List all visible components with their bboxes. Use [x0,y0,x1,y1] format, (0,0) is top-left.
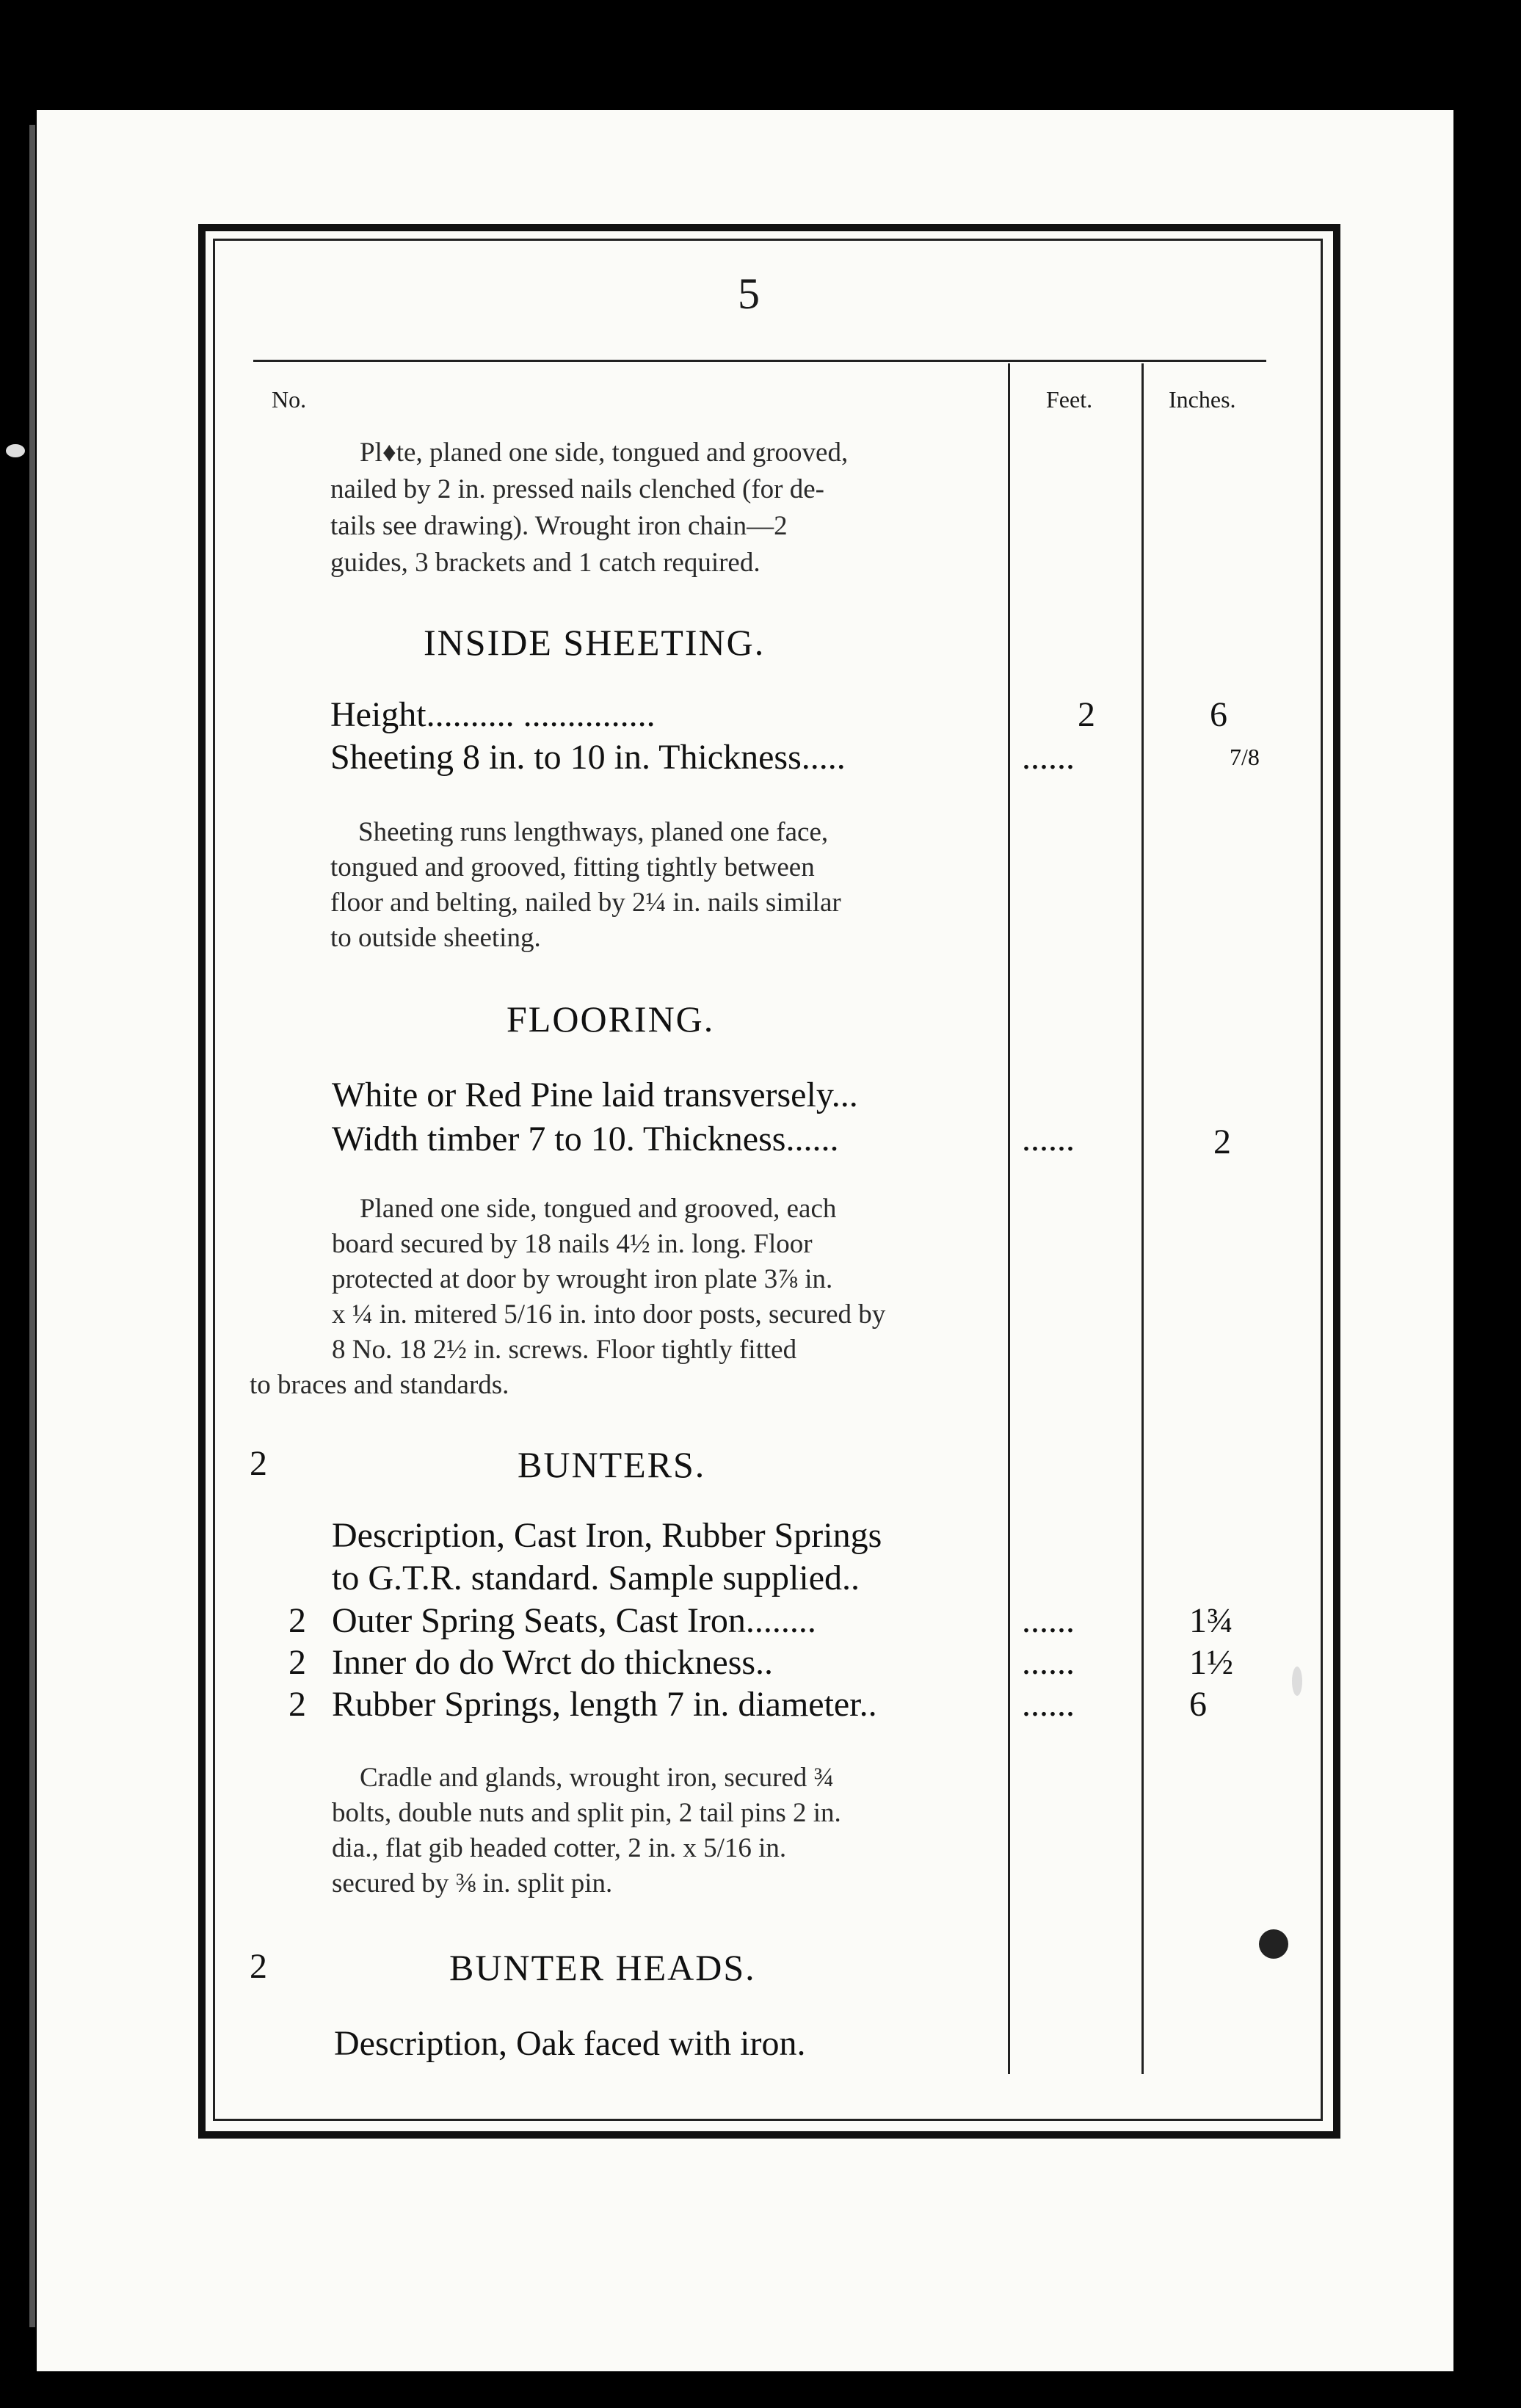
row-inches-rubber-springs: 6 [1189,1685,1207,1724]
header-rule [253,360,1266,362]
note-line: secured by ⅜ in. split pin. [332,1868,613,1899]
row-feet-rubber-springs: ...... [1022,1685,1075,1724]
feet-column-rule [1008,363,1010,2074]
row-inches-height: 6 [1210,695,1227,734]
section-heading-bunter-heads: BUNTER HEADS. [449,1947,756,1988]
row-inches-outer-seats: 1¾ [1189,1601,1233,1640]
note-line: to outside sheeting. [330,923,541,953]
note-line: Sheeting runs lengthways, planed one face, [358,817,829,847]
intro-line: nailed by 2 in. pressed nails clenched (for de- [330,474,824,504]
section-heading-inside-sheeting: INSIDE SHEETING. [424,622,766,663]
row-feet-outer-seats: ...... [1022,1601,1075,1640]
section-heading-flooring: FLOORING. [507,998,715,1040]
row-label-outer-seats: Outer Spring Seats, Cast Iron........ [332,1601,816,1640]
note-line: floor and belting, nailed by 2¼ in. nails similar [330,888,841,918]
note-line: 8 No. 18 2½ in. screws. Floor tightly fitted [332,1335,797,1365]
column-header-no: No. [272,386,307,413]
bunter-heads-quantity: 2 [250,1947,267,1986]
inches-column-rule [1141,363,1144,2074]
note-line: protected at door by wrought iron plate 3⅞ in. [332,1264,833,1294]
intro-line: Pl♦te, planed one side, tongued and grooved, [360,438,849,468]
row-label-width-timber: Width timber 7 to 10. Thickness...... [332,1120,839,1158]
row-label-white-pine: White or Red Pine laid transversely... [332,1076,858,1114]
row-label-inner-seats: Inner do do Wrct do thickness.. [332,1643,774,1682]
ink-speck [6,444,25,457]
note-line: dia., flat gib headed cotter, 2 in. x 5/16 in. [332,1833,787,1863]
row-quantity-rubber-springs: 2 [288,1685,306,1724]
note-line: Planed one side, tongued and grooved, each [360,1194,837,1224]
page-number: 5 [738,269,760,318]
row-inches-width-timber: 2 [1213,1123,1231,1161]
intro-line: tails see drawing). Wrought iron chain—2 [330,511,788,541]
note-line: tongued and grooved, fitting tightly between [330,852,815,882]
row-feet-sheeting: ...... [1022,738,1075,777]
intro-line: guides, 3 brackets and 1 catch required. [330,548,760,578]
row-feet-inner-seats: ...... [1022,1643,1075,1682]
row-inches-inner-seats: 1½ [1189,1643,1233,1682]
row-inches-sheeting: 7/8 [1230,744,1260,770]
row-feet-height: 2 [1078,695,1095,734]
binding-edge [29,125,35,2327]
row-quantity-inner-seats: 2 [288,1643,306,1682]
row-label-sheeting: Sheeting 8 in. to 10 in. Thickness..... [330,738,846,777]
bunters-desc-line: to G.T.R. standard. Sample supplied.. [332,1559,860,1598]
section-heading-bunters: BUNTERS. [518,1444,706,1485]
note-line: Cradle and glands, wrought iron, secured ¾ [360,1763,835,1793]
ink-speck [1259,1929,1288,1959]
note-line: to braces and standards. [250,1370,509,1400]
row-label-height: Height.......... ............... [330,695,656,734]
column-header-inches: Inches. [1169,386,1236,413]
note-line: bolts, double nuts and split pin, 2 tail pins 2 in. [332,1798,841,1828]
note-line: board secured by 18 nails 4½ in. long. Floor [332,1229,813,1259]
column-header-feet: Feet. [1046,386,1093,413]
row-feet-width-timber: ...... [1022,1120,1075,1158]
ink-speck [1292,1667,1302,1696]
bunters-desc-line: Description, Cast Iron, Rubber Springs [332,1516,882,1555]
row-label-rubber-springs: Rubber Springs, length 7 in. diameter.. [332,1685,877,1724]
bunter-heads-desc: Description, Oak faced with iron. [334,2024,806,2063]
bunters-quantity: 2 [250,1444,267,1483]
row-quantity-outer-seats: 2 [288,1601,306,1640]
note-line: x ¼ in. mitered 5/16 in. into door posts, secured by [332,1299,886,1330]
